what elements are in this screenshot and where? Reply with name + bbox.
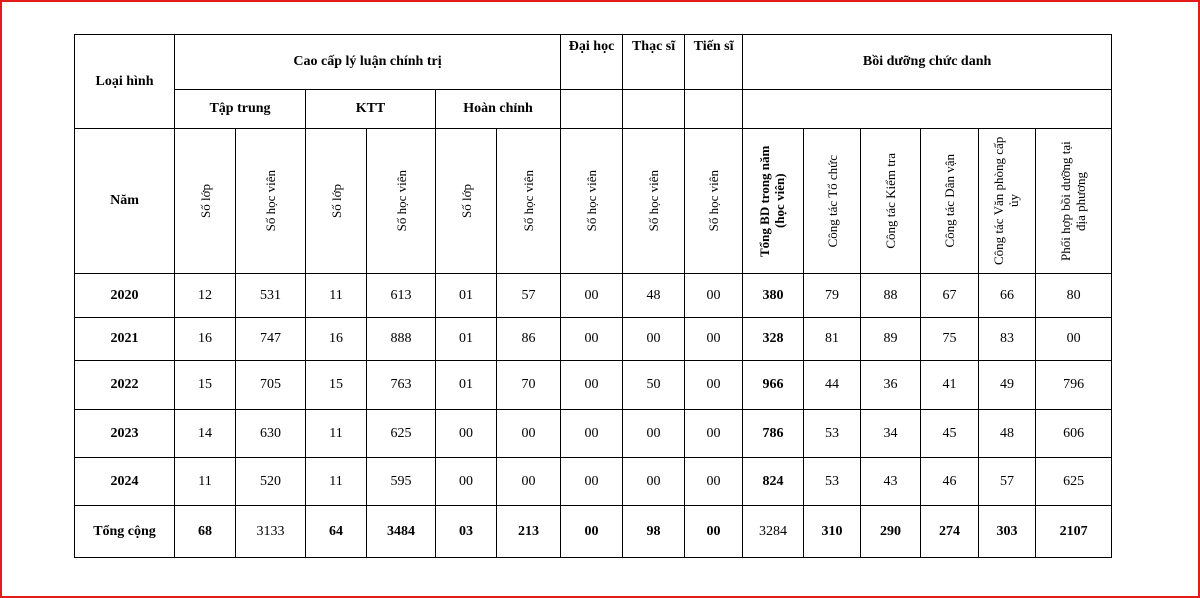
table-cell: 50 (623, 361, 685, 410)
table-cell: 328 (743, 318, 804, 361)
table-cell: 613 (367, 274, 436, 318)
total-cell: 3284 (743, 506, 804, 558)
col-hc-so-hoc-vien: Số học viên (497, 129, 561, 274)
table-cell: 00 (685, 318, 743, 361)
header-row-3 (75, 129, 1112, 274)
cao-cap-header: Cao cấp lý luận chính trị (175, 35, 561, 90)
table-cell: 36 (861, 361, 921, 410)
table-cell: 89 (861, 318, 921, 361)
table-cell: 70 (497, 361, 561, 410)
table-cell: 57 (979, 458, 1036, 506)
table-row (75, 274, 1112, 318)
table-cell: 11 (306, 410, 367, 458)
total-row (75, 506, 1112, 558)
dai-hoc-sub-empty (561, 90, 623, 129)
table-cell: 12 (175, 274, 236, 318)
table-cell: 79 (804, 274, 861, 318)
table-cell: 48 (623, 274, 685, 318)
col-phoi-hop: Phối hợp bồi dưỡng tại địa phương (1036, 129, 1112, 274)
table-cell: 11 (306, 274, 367, 318)
table-cell: 80 (1036, 274, 1112, 318)
header-row-1 (75, 35, 1112, 90)
table-cell: 824 (743, 458, 804, 506)
year-cell: 2024 (75, 458, 175, 506)
table-cell: 00 (623, 318, 685, 361)
col-tt-so-lop: Số lớp (175, 129, 236, 274)
table-cell: 00 (436, 410, 497, 458)
total-cell: 213 (497, 506, 561, 558)
total-cell: 98 (623, 506, 685, 558)
table-cell: 625 (1036, 458, 1112, 506)
total-cell: 00 (685, 506, 743, 558)
total-cell: 274 (921, 506, 979, 558)
loai-hinh-header: Loại hình (75, 35, 175, 129)
table-cell: 11 (306, 458, 367, 506)
col-dan-van: Công tác Dân vận (921, 129, 979, 274)
table-cell: 01 (436, 274, 497, 318)
year-cell: 2020 (75, 274, 175, 318)
table-cell: 81 (804, 318, 861, 361)
thac-si-sub-empty (623, 90, 685, 129)
table-cell: 00 (497, 458, 561, 506)
table-cell: 86 (497, 318, 561, 361)
thac-si-header: Thạc sĩ (623, 35, 685, 90)
total-cell: 3133 (236, 506, 306, 558)
table-cell: 44 (804, 361, 861, 410)
table-cell: 53 (804, 458, 861, 506)
table-cell: 00 (497, 410, 561, 458)
table-cell: 520 (236, 458, 306, 506)
year-cell: 2022 (75, 361, 175, 410)
table-cell: 16 (306, 318, 367, 361)
table-cell: 786 (743, 410, 804, 458)
col-dh-so-hoc-vien: Số học viên (561, 129, 623, 274)
table-cell: 606 (1036, 410, 1112, 458)
table-row (75, 318, 1112, 361)
dai-hoc-header: Đại học (561, 35, 623, 90)
col-ts-so-hoc-vien: Số học viên (685, 129, 743, 274)
total-cell: 3484 (367, 506, 436, 558)
table-cell: 00 (623, 458, 685, 506)
table-cell: 14 (175, 410, 236, 458)
table-cell: 66 (979, 274, 1036, 318)
table-cell: 630 (236, 410, 306, 458)
col-ktt-so-hoc-vien: Số học viên (367, 129, 436, 274)
total-cell: 64 (306, 506, 367, 558)
col-hc-so-lop: Số lớp (436, 129, 497, 274)
hoan-chinh-header: Hoàn chỉnh (436, 90, 561, 129)
table-cell: 380 (743, 274, 804, 318)
total-cell: 310 (804, 506, 861, 558)
total-cell: 03 (436, 506, 497, 558)
total-cell: 00 (561, 506, 623, 558)
table-cell: 796 (1036, 361, 1112, 410)
table-cell: 00 (685, 410, 743, 458)
table-cell: 53 (804, 410, 861, 458)
col-tong-bd: Tổng BD trong năm (học viên) (743, 129, 804, 274)
year-cell: 2021 (75, 318, 175, 361)
table-cell: 531 (236, 274, 306, 318)
table-cell: 747 (236, 318, 306, 361)
ktt-header: KTT (306, 90, 436, 129)
table-cell: 00 (561, 410, 623, 458)
col-to-chuc: Công tác Tổ chức (804, 129, 861, 274)
header-row-2 (75, 90, 1112, 129)
total-cell: 290 (861, 506, 921, 558)
table-cell: 763 (367, 361, 436, 410)
table-cell: 00 (561, 274, 623, 318)
table-cell: 88 (861, 274, 921, 318)
table-cell: 75 (921, 318, 979, 361)
table-cell: 01 (436, 361, 497, 410)
table-cell: 57 (497, 274, 561, 318)
table-cell: 625 (367, 410, 436, 458)
col-ths-so-hoc-vien: Số học viên (623, 129, 685, 274)
table-cell: 41 (921, 361, 979, 410)
col-tt-so-hoc-vien: Số học viên (236, 129, 306, 274)
table-cell: 595 (367, 458, 436, 506)
table-cell: 16 (175, 318, 236, 361)
table-cell: 15 (175, 361, 236, 410)
table-row (75, 361, 1112, 410)
table-cell: 01 (436, 318, 497, 361)
table-cell: 00 (685, 361, 743, 410)
table-cell: 00 (685, 274, 743, 318)
table-row (75, 458, 1112, 506)
total-cell: 2107 (1036, 506, 1112, 558)
table-cell: 00 (561, 361, 623, 410)
tien-si-header: Tiến sĩ (685, 35, 743, 90)
table-cell: 00 (1036, 318, 1112, 361)
table-cell: 966 (743, 361, 804, 410)
table-cell: 00 (685, 458, 743, 506)
table-cell: 49 (979, 361, 1036, 410)
col-van-phong: Công tác Văn phòng cấp ủy (979, 129, 1036, 274)
table-cell: 705 (236, 361, 306, 410)
table-cell: 15 (306, 361, 367, 410)
boi-duong-header: Bồi dưỡng chức danh (743, 35, 1112, 90)
total-cell: 303 (979, 506, 1036, 558)
table-cell: 67 (921, 274, 979, 318)
table-cell: 48 (979, 410, 1036, 458)
table-cell: 00 (436, 458, 497, 506)
total-label: Tổng cộng (75, 506, 175, 558)
tien-si-sub-empty (685, 90, 743, 129)
table-cell: 43 (861, 458, 921, 506)
year-cell: 2023 (75, 410, 175, 458)
table-cell: 46 (921, 458, 979, 506)
table-cell: 00 (561, 318, 623, 361)
table-cell: 45 (921, 410, 979, 458)
total-cell: 68 (175, 506, 236, 558)
table-row (75, 410, 1112, 458)
col-ktt-so-lop: Số lớp (306, 129, 367, 274)
tap-trung-header: Tập trung (175, 90, 306, 129)
table-cell: 11 (175, 458, 236, 506)
table-cell: 00 (623, 410, 685, 458)
table-cell: 888 (367, 318, 436, 361)
col-kiem-tra: Công tác Kiểm tra (861, 129, 921, 274)
boi-duong-sub-empty (743, 90, 1112, 129)
nam-header: Năm (75, 129, 175, 274)
table-cell: 34 (861, 410, 921, 458)
table-cell: 00 (561, 458, 623, 506)
table-cell: 83 (979, 318, 1036, 361)
training-statistics-table (74, 34, 1112, 558)
